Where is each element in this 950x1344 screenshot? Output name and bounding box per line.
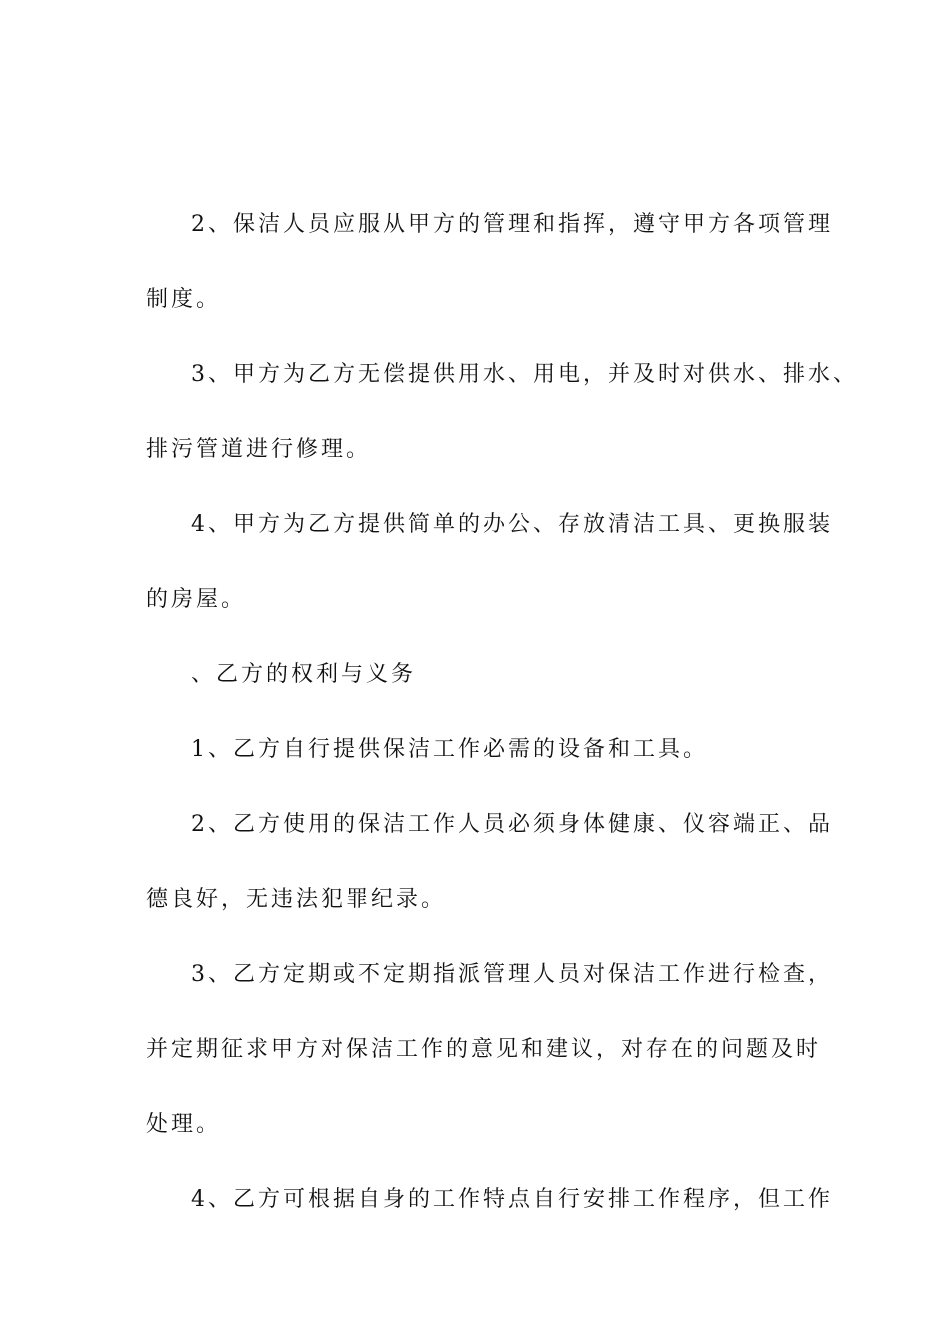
text-line: 处理。 bbox=[146, 1112, 222, 1137]
text-line: 4、甲方为乙方提供简单的办公、存放清洁工具、更换服装 bbox=[191, 512, 833, 537]
text-line: 排污管道进行修理。 bbox=[146, 437, 372, 462]
text-line: 并定期征求甲方对保洁工作的意见和建议，对存在的问题及时 bbox=[146, 1037, 822, 1062]
text-line: 德良好，无违法犯罪纪录。 bbox=[146, 887, 447, 912]
text-line: 制度。 bbox=[146, 287, 222, 312]
text-line: 4、乙方可根据自身的工作特点自行安排工作程序，但工作 bbox=[191, 1187, 833, 1212]
text-line: 2、乙方使用的保洁工作人员必须身体健康、仪容端正、品 bbox=[191, 812, 833, 837]
text-line: 3、甲方为乙方无偿提供用水、用电，并及时对供水、排水、 bbox=[191, 362, 858, 387]
section-heading: 、乙方的权利与义务 bbox=[191, 662, 417, 687]
text-line: 2、保洁人员应服从甲方的管理和指挥，遵守甲方各项管理 bbox=[191, 212, 833, 237]
text-line: 3、乙方定期或不定期指派管理人员对保洁工作进行检查， bbox=[191, 962, 833, 987]
text-line: 1、乙方自行提供保洁工作必需的设备和工具。 bbox=[191, 737, 708, 762]
text-line: 的房屋。 bbox=[146, 587, 247, 612]
